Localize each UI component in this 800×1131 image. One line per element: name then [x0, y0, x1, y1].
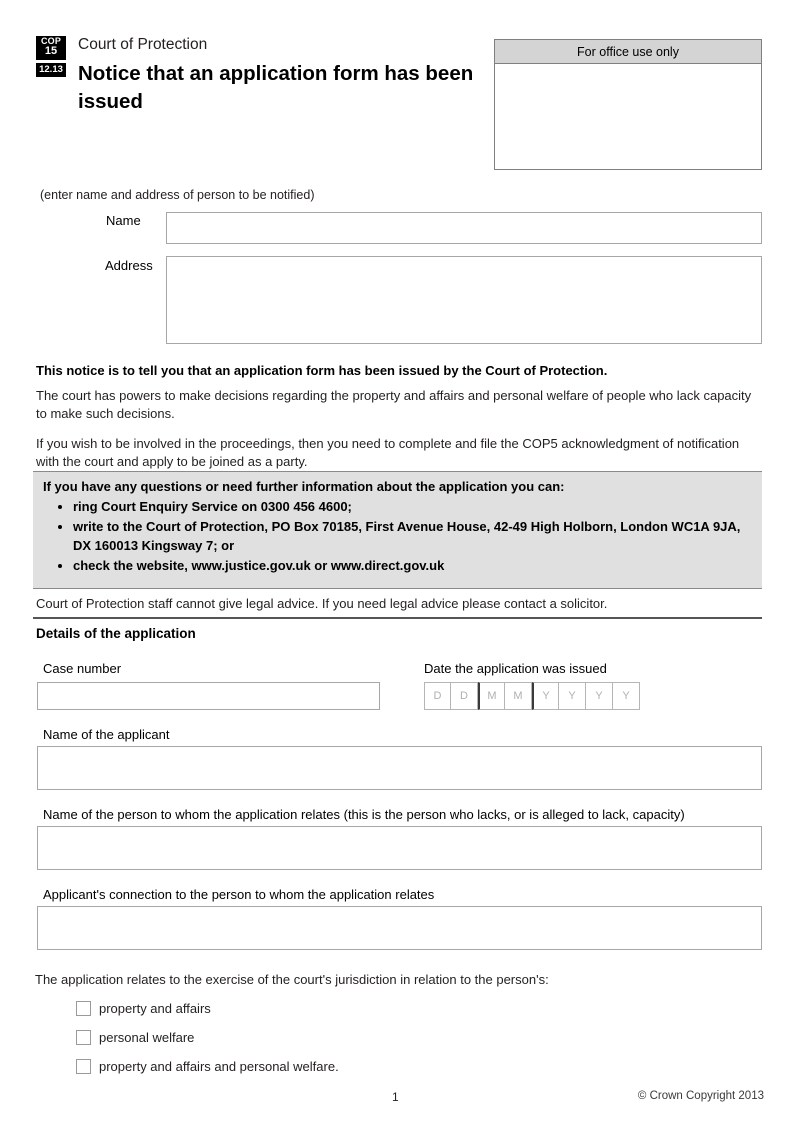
notice-paragraph-1: The court has powers to make decisions regarding the property and affairs and personal welfare of people who lack capacity to make such decisions.	[36, 388, 752, 422]
date-cell-month-2[interactable]: M	[505, 682, 532, 710]
date-issued-input[interactable]	[424, 682, 640, 710]
checkbox-row-property-and-welfare[interactable]	[76, 1059, 339, 1077]
jurisdiction-intro: The application relates to the exercise of the court's jurisdiction in relation to the person's:	[35, 972, 549, 987]
checkbox-label: personal welfare	[99, 1030, 195, 1045]
court-name: Court of Protection	[78, 36, 208, 53]
legal-advice-note: Court of Protection staff cannot give legal advice. If you need legal advice please contact a solicitor.	[36, 596, 608, 611]
office-use-title: For office use only	[495, 40, 761, 64]
notice-lead-text: This notice is to tell you that an application form has been issued by the Court of Protection.	[36, 363, 608, 378]
date-cell-year-4[interactable]: Y	[613, 682, 640, 710]
page-number: 1	[392, 1090, 399, 1104]
cop-logo-box	[36, 36, 66, 60]
page-title: Notice that an application form has been issued	[78, 62, 474, 114]
information-box-lead: If you have any questions or need further information about the application you can:	[43, 479, 565, 494]
name-input[interactable]	[166, 212, 762, 244]
date-cell-year-1[interactable]: Y	[532, 682, 559, 710]
connection-label: Applicant's connection to the person to whom the application relates	[43, 887, 435, 902]
list-item: • ring Court Enquiry Service on 0300 456 4600;	[73, 498, 752, 516]
case-number-input[interactable]	[37, 682, 380, 710]
cop-logo-number: 15	[44, 45, 58, 58]
checkbox-row-property-and-affairs[interactable]	[76, 1001, 211, 1019]
cop-logo-version: 12.13	[36, 63, 66, 77]
information-box-list	[43, 498, 752, 576]
applicant-name-label: Name of the applicant	[43, 727, 170, 742]
person-relates-input[interactable]	[37, 826, 762, 870]
checkbox-row-personal-welfare[interactable]	[76, 1030, 194, 1048]
applicant-name-input[interactable]	[37, 746, 762, 790]
case-number-label: Case number	[43, 661, 122, 676]
cop-form-logo	[36, 36, 66, 77]
checkbox-label: property and affairs and personal welfare.	[99, 1059, 339, 1074]
date-cell-year-3[interactable]: Y	[586, 682, 613, 710]
checkbox-icon[interactable]	[76, 1030, 91, 1045]
section-title-details: Details of the application	[36, 626, 196, 641]
office-use-box	[494, 39, 762, 170]
notice-paragraph-2: If you wish to be involved in the proceedings, then you need to complete and file the COP5 acknowledgment of notification with the court and apply to be joined as a party.	[36, 436, 740, 470]
information-box	[33, 471, 762, 589]
date-cell-year-2[interactable]: Y	[559, 682, 586, 710]
address-label: Address	[105, 258, 153, 273]
name-label: Name	[106, 213, 141, 228]
copyright-notice: © Crown Copyright 2013	[637, 1090, 764, 1102]
date-cell-day-2[interactable]: D	[451, 682, 478, 710]
notify-instruction: (enter name and address of person to be notified)	[40, 188, 315, 202]
cop-logo-label: COP	[40, 36, 62, 46]
checkbox-icon[interactable]	[76, 1059, 91, 1074]
date-cell-month-1[interactable]: M	[478, 682, 505, 710]
address-input[interactable]	[166, 256, 762, 344]
checkbox-icon[interactable]	[76, 1001, 91, 1016]
list-item: • write to the Court of Protection, PO Box 70185, First Avenue House, 42-49 High Holborn, London WC1A 9JA, DX 160013 Kingsway 7; or	[73, 518, 752, 555]
date-issued-label: Date the application was issued	[424, 661, 607, 676]
date-cell-day-1[interactable]: D	[424, 682, 451, 710]
connection-input[interactable]	[37, 906, 762, 950]
person-relates-label: Name of the person to whom the application relates (this is the person who lacks, or is alleged to lack, capacity)	[43, 807, 685, 822]
list-item: • check the website, www.justice.gov.uk or www.direct.gov.uk	[73, 557, 752, 575]
section-divider	[33, 617, 762, 619]
checkbox-label: property and affairs	[99, 1001, 211, 1016]
